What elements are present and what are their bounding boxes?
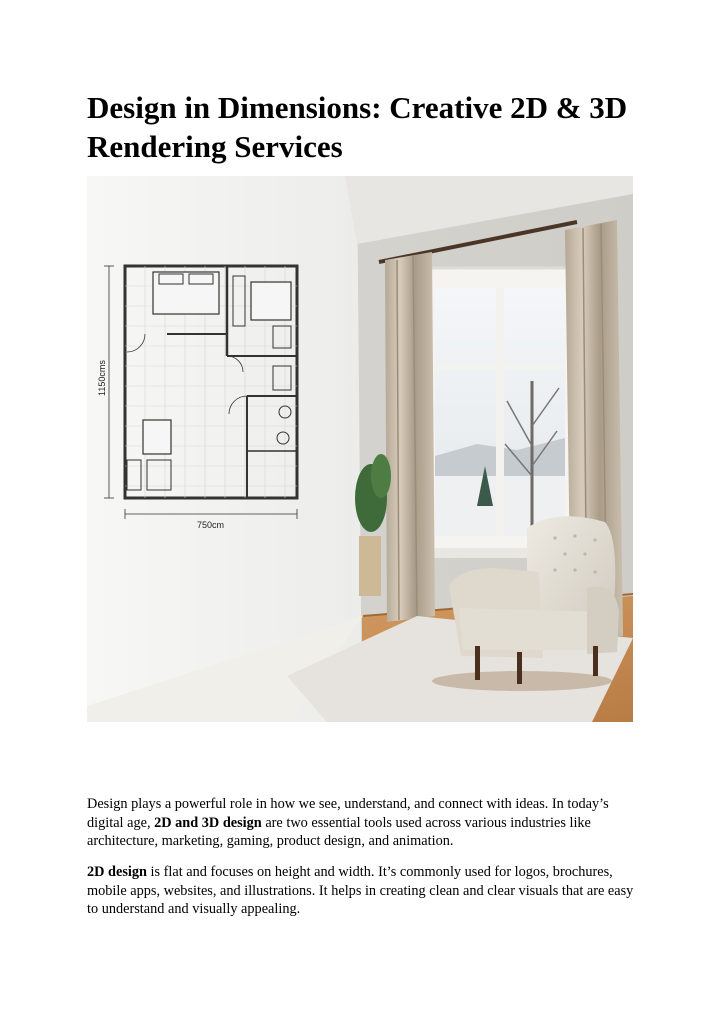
- plan-height-label: 1150cms: [97, 360, 107, 396]
- 2d-design-paragraph: [87, 863, 639, 919]
- hero-image: [87, 176, 633, 722]
- intro-paragraph: [87, 795, 639, 851]
- 2d-design-text: is flat and focuses on height and width. It’s commonly used for logos, brochures, mobile apps, websites, and illustrations. It helps in creating clean and clear visuals that are easy to understand and visually appealing.: [87, 864, 634, 917]
- 2d-design-bold: 2D design: [87, 864, 147, 880]
- plan-width-label: 750cm: [197, 520, 225, 530]
- intro-text-a: Design plays a powerful role in how we see, understand, and connect with ideas. In today’s digital age,: [87, 796, 609, 831]
- intro-bold: 2D and 3D design: [154, 814, 262, 831]
- page-title: Design in Dimensions: Creative 2D & 3D Rendering Services: [87, 90, 628, 164]
- intro-text-b: are two essential tools used across various industries like architecture, marketing, gaming, product design, and animation.: [87, 814, 591, 849]
